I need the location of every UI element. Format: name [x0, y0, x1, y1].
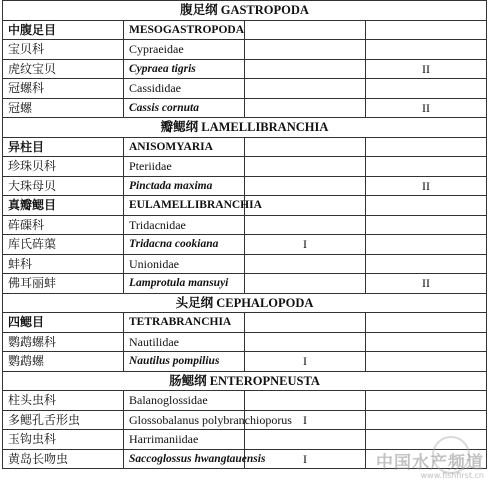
name-zh-cell: 大珠母贝: [3, 176, 124, 196]
class-name-zh: 肠鳃纲: [169, 372, 207, 388]
name-latin-cell: Lamprotula mansuyi: [124, 274, 245, 294]
name-latin-cell: Tridacna cookiana: [124, 235, 245, 255]
name-zh-cell: 中腹足目: [3, 20, 124, 40]
name-latin-cell: MESOGASTROPODA: [124, 20, 245, 40]
name-zh-cell: 宝贝科: [3, 40, 124, 60]
name-latin-cell: Nautilus pompilius: [124, 352, 245, 372]
name-latin-cell: Unionidae: [124, 254, 245, 274]
name-latin-cell: Harrimaniidae: [124, 430, 245, 450]
name-latin-cell: Glossobalanus polybranchioporus: [124, 410, 245, 430]
grade-one-cell: I: [245, 410, 366, 430]
family-row: [3, 79, 487, 99]
name-latin-cell: Nautilidae: [124, 332, 245, 352]
grade-one-cell: [245, 274, 366, 294]
class-header-row: [3, 118, 487, 138]
grade-one-cell: [245, 79, 366, 99]
name-zh-cell: 虎纹宝贝: [3, 59, 124, 79]
name-zh-cell: 柱头虫科: [3, 391, 124, 411]
species-row: [3, 274, 487, 294]
class-header-cell: [3, 371, 487, 391]
watermark: [376, 448, 484, 480]
grade-one-cell: [245, 332, 366, 352]
name-latin-cell: Cypraeidae: [124, 40, 245, 60]
class-header-cell: [3, 118, 487, 138]
name-latin-cell: Cypraea tigris: [124, 59, 245, 79]
class-name-en: ENTEROPNEUSTA: [209, 373, 320, 388]
grade-two-cell: [366, 254, 487, 274]
name-zh-cell: 蚌科: [3, 254, 124, 274]
family-row: [3, 332, 487, 352]
name-zh-cell: 异柱目: [3, 137, 124, 157]
name-latin-cell: Balanoglossidae: [124, 391, 245, 411]
family-row: [3, 157, 487, 177]
species-row: [3, 235, 487, 255]
grade-two-cell: [366, 235, 487, 255]
species-row: [3, 352, 487, 372]
grade-one-cell: I: [245, 449, 366, 469]
grade-two-cell: [366, 79, 487, 99]
grade-one-cell: [245, 40, 366, 60]
grade-two-cell: II: [366, 98, 487, 118]
species_plain-row: [3, 410, 487, 430]
grade-one-cell: [245, 98, 366, 118]
class-name-zh: 瓣鳃纲: [160, 119, 199, 135]
class-header-cell: [3, 293, 487, 313]
name-zh-cell: 佛耳丽蚌: [3, 274, 124, 294]
name-zh-cell: 冠螺: [3, 98, 124, 118]
watermark-url: www.fishfirst.cn: [420, 471, 484, 480]
class-name-en: GASTROPODA: [220, 3, 309, 18]
grade-one-cell: [245, 157, 366, 177]
species-table-wrapper: [2, 0, 487, 469]
grade-two-cell: [366, 196, 487, 216]
order-row: [3, 196, 487, 216]
species-row: [3, 176, 487, 196]
grade-one-cell: [245, 176, 366, 196]
order-row: [3, 313, 487, 333]
name-latin-cell: EULAMELLIBRANCHIA: [124, 196, 245, 216]
grade-two-cell: II: [366, 176, 487, 196]
name-zh-cell: 黄岛长吻虫: [3, 449, 124, 469]
grade-two-cell: [366, 391, 487, 411]
name-latin-cell: Cassididae: [124, 79, 245, 99]
grade-one-cell: [245, 137, 366, 157]
name-latin-cell: Pinctada maxima: [124, 176, 245, 196]
name-zh-cell: 玉钩虫科: [3, 430, 124, 450]
grade-two-cell: [366, 332, 487, 352]
name-zh-cell: 库氏砗蕖: [3, 235, 124, 255]
grade-two-cell: [366, 40, 487, 60]
family-row: [3, 40, 487, 60]
class-header-row: [3, 371, 487, 391]
grade-two-cell: [366, 137, 487, 157]
grade-one-cell: [245, 215, 366, 235]
class-header-row: [3, 1, 487, 21]
name-zh-cell: 四鳃目: [3, 313, 124, 333]
class-name-en: CEPHALOPODA: [216, 295, 314, 310]
grade-one-cell: [245, 391, 366, 411]
name-zh-cell: 冠螺科: [3, 79, 124, 99]
name-latin-cell: Tridacnidae: [124, 215, 245, 235]
grade-one-cell: [245, 430, 366, 450]
name-zh-cell: 珍珠贝科: [3, 157, 124, 177]
family-row: [3, 254, 487, 274]
order-row: [3, 20, 487, 40]
class-name-zh: 头足纲: [175, 294, 214, 310]
name-latin-cell: Cassis cornuta: [124, 98, 245, 118]
name-zh-cell: 鹦鹉螺科: [3, 332, 124, 352]
order-row: [3, 137, 487, 157]
name-zh-cell: 多鳃孔舌形虫: [3, 410, 124, 430]
name-latin-cell: Pteriidae: [124, 157, 245, 177]
class-name-zh: 腹足纲: [180, 2, 218, 18]
species-row: [3, 59, 487, 79]
family-row: [3, 430, 487, 450]
grade-one-cell: [245, 254, 366, 274]
protected-species-table: [2, 0, 487, 469]
name-latin-cell: ANISOMYARIA: [124, 137, 245, 157]
grade-two-cell: [366, 410, 487, 430]
grade-two-cell: II: [366, 274, 487, 294]
grade-one-cell: [245, 20, 366, 40]
grade-two-cell: [366, 157, 487, 177]
family-row: [3, 215, 487, 235]
name-zh-cell: 鹦鹉螺: [3, 352, 124, 372]
class-header-row: [3, 293, 487, 313]
grade-one-cell: I: [245, 235, 366, 255]
grade-two-cell: [366, 313, 487, 333]
watermark-title: 中国水产频道: [376, 453, 484, 473]
grade-two-cell: II: [366, 59, 487, 79]
grade-one-cell: [245, 59, 366, 79]
name-latin-cell: TETRABRANCHIA: [124, 313, 245, 333]
name-zh-cell: 砗磲科: [3, 215, 124, 235]
table-body: [3, 1, 487, 469]
grade-two-cell: [366, 430, 487, 450]
grade-two-cell: [366, 352, 487, 372]
grade-two-cell: [366, 20, 487, 40]
class-name-en: LAMELLIBRANCHIA: [201, 120, 329, 135]
grade-one-cell: [245, 313, 366, 333]
family-row: [3, 391, 487, 411]
name-latin-cell: Saccoglossus hwangtauensis: [124, 449, 245, 469]
name-zh-cell: 真瓣鳃目: [3, 196, 124, 216]
class-header-cell: [3, 1, 487, 21]
grade-two-cell: [366, 215, 487, 235]
grade-one-cell: I: [245, 352, 366, 372]
grade-one-cell: [245, 196, 366, 216]
species-row: [3, 98, 487, 118]
